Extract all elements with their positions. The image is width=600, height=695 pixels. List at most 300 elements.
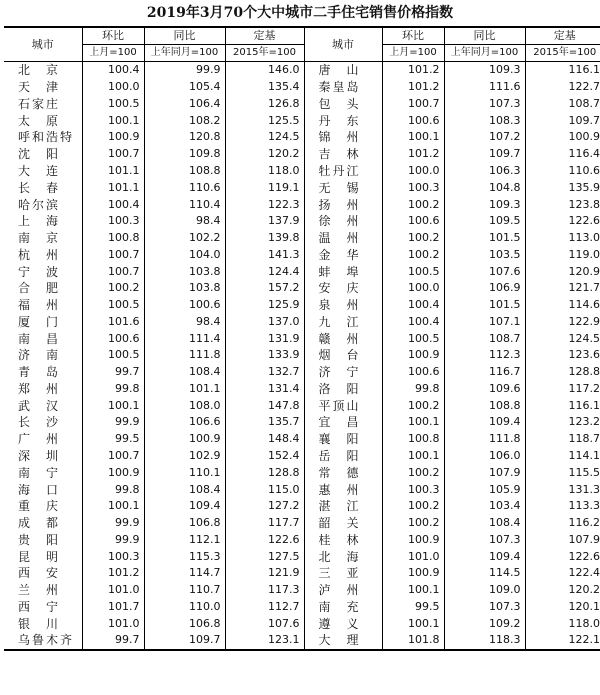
base-value: 116.2 xyxy=(525,515,600,532)
city-name: 西 宁 xyxy=(18,599,61,614)
mom-value: 100.2 xyxy=(382,515,444,532)
table-row xyxy=(4,313,600,330)
city-name: 包 头 xyxy=(304,96,382,113)
city-name: 重 庆 xyxy=(18,499,61,514)
table-body xyxy=(4,62,600,650)
yoy-subheader: 上年同月=100 xyxy=(444,45,525,62)
base-value: 127.2 xyxy=(225,498,304,515)
base-value: 107.6 xyxy=(225,615,304,632)
base-value: 141.3 xyxy=(225,246,304,263)
price-index-table xyxy=(4,26,600,651)
yoy-value: 109.2 xyxy=(444,615,525,632)
yoy-value: 110.7 xyxy=(144,582,225,599)
base-value: 125.9 xyxy=(225,297,304,314)
table-row xyxy=(4,599,600,616)
base-value: 115.5 xyxy=(525,464,600,481)
city-name: 吉 林 xyxy=(304,146,382,163)
mom-value: 100.3 xyxy=(382,179,444,196)
yoy-value: 109.4 xyxy=(444,548,525,565)
table-row xyxy=(4,364,600,381)
yoy-value: 106.8 xyxy=(144,515,225,532)
base-value: 131.9 xyxy=(225,330,304,347)
yoy-value: 109.3 xyxy=(444,196,525,213)
yoy-value: 104.8 xyxy=(444,179,525,196)
city-name: 太 原 xyxy=(18,113,61,128)
yoy-subheader: 上年同月=100 xyxy=(144,45,225,62)
mom-value: 100.2 xyxy=(382,464,444,481)
yoy-value: 103.8 xyxy=(144,280,225,297)
city-name: 宁 波 xyxy=(18,264,61,279)
yoy-value: 108.4 xyxy=(444,515,525,532)
table-row xyxy=(4,431,600,448)
city-name: 兰 州 xyxy=(18,583,61,598)
city-name: 桂 林 xyxy=(304,531,382,548)
city-name: 赣 州 xyxy=(304,330,382,347)
base-value: 128.8 xyxy=(225,464,304,481)
mom-value: 100.7 xyxy=(382,96,444,113)
yoy-value: 106.3 xyxy=(444,163,525,180)
city-name: 上 海 xyxy=(18,214,61,229)
city-name: 牡丹江 xyxy=(304,163,382,180)
yoy-value: 107.9 xyxy=(444,464,525,481)
yoy-value: 98.4 xyxy=(144,313,225,330)
base-value: 116.1 xyxy=(525,397,600,414)
city-name: 南 京 xyxy=(18,231,61,246)
city-name: 温 州 xyxy=(304,230,382,247)
base-value: 117.7 xyxy=(225,515,304,532)
city-name: 平顶山 xyxy=(304,397,382,414)
mom-value: 101.2 xyxy=(382,62,444,79)
base-value: 116.4 xyxy=(525,146,600,163)
city-name: 合 肥 xyxy=(18,281,61,296)
city-name: 泉 州 xyxy=(304,297,382,314)
base-value: 148.4 xyxy=(225,431,304,448)
yoy-value: 100.6 xyxy=(144,297,225,314)
mom-value: 101.0 xyxy=(82,582,144,599)
mom-value: 100.3 xyxy=(382,481,444,498)
yoy-value: 107.3 xyxy=(444,531,525,548)
yoy-value: 107.1 xyxy=(444,313,525,330)
table-row xyxy=(4,464,600,481)
base-value: 146.0 xyxy=(225,62,304,79)
yoy-value: 109.5 xyxy=(444,213,525,230)
mom-value: 101.0 xyxy=(382,548,444,565)
city-name: 湛 江 xyxy=(304,498,382,515)
mom-value: 100.4 xyxy=(82,196,144,213)
city-name: 武 汉 xyxy=(18,398,61,413)
yoy-value: 102.2 xyxy=(144,230,225,247)
mom-value: 100.5 xyxy=(382,263,444,280)
base-value: 110.6 xyxy=(525,163,600,180)
mom-value: 99.7 xyxy=(82,364,144,381)
city-name: 昆 明 xyxy=(18,549,61,564)
base-value: 119.0 xyxy=(525,246,600,263)
yoy-value: 106.6 xyxy=(144,414,225,431)
mom-value: 99.8 xyxy=(382,381,444,398)
mom-value: 100.6 xyxy=(382,112,444,129)
city-name: 九 江 xyxy=(304,313,382,330)
city-name: 哈尔滨 xyxy=(18,197,61,212)
mom-value: 101.0 xyxy=(82,615,144,632)
base-value: 120.2 xyxy=(225,146,304,163)
table-row xyxy=(4,565,600,582)
base-value: 115.0 xyxy=(225,481,304,498)
city-name: 广 州 xyxy=(18,432,61,447)
base-value: 120.2 xyxy=(525,582,600,599)
yoy-value: 110.0 xyxy=(144,599,225,616)
yoy-value: 111.8 xyxy=(444,431,525,448)
yoy-value: 109.3 xyxy=(444,62,525,79)
mom-value: 101.8 xyxy=(382,632,444,650)
yoy-value: 114.5 xyxy=(444,565,525,582)
yoy-value: 109.0 xyxy=(444,582,525,599)
table-row xyxy=(4,582,600,599)
mom-value: 100.1 xyxy=(382,448,444,465)
yoy-value: 104.0 xyxy=(144,246,225,263)
yoy-value: 109.7 xyxy=(144,632,225,650)
city-name: 三 亚 xyxy=(304,565,382,582)
mom-subheader: 上月=100 xyxy=(82,45,144,62)
mom-value: 100.6 xyxy=(382,213,444,230)
mom-value: 99.5 xyxy=(82,431,144,448)
base-value: 122.3 xyxy=(225,196,304,213)
yoy-value: 107.3 xyxy=(444,599,525,616)
base-value: 122.4 xyxy=(525,565,600,582)
yoy-value: 110.4 xyxy=(144,196,225,213)
base-header: 定基 xyxy=(225,27,304,45)
yoy-value: 99.9 xyxy=(144,62,225,79)
table-row xyxy=(4,297,600,314)
city-name: 西 安 xyxy=(18,566,61,581)
yoy-value: 106.4 xyxy=(144,96,225,113)
yoy-value: 115.3 xyxy=(144,548,225,565)
base-value: 122.1 xyxy=(525,632,600,650)
city-name: 蚌 埠 xyxy=(304,263,382,280)
yoy-value: 108.7 xyxy=(444,330,525,347)
yoy-value: 112.1 xyxy=(144,531,225,548)
mom-value: 100.1 xyxy=(382,582,444,599)
mom-value: 99.9 xyxy=(82,414,144,431)
base-value: 135.9 xyxy=(525,179,600,196)
mom-value: 100.2 xyxy=(382,246,444,263)
city-name: 南 宁 xyxy=(18,465,61,480)
yoy-value: 111.4 xyxy=(144,330,225,347)
mom-value: 100.7 xyxy=(82,263,144,280)
base-value: 128.8 xyxy=(525,364,600,381)
yoy-value: 120.8 xyxy=(144,129,225,146)
table-row xyxy=(4,381,600,398)
city-name: 烟 台 xyxy=(304,347,382,364)
table-row xyxy=(4,246,600,263)
base-value: 113.0 xyxy=(525,230,600,247)
base-value: 157.2 xyxy=(225,280,304,297)
mom-value: 100.1 xyxy=(382,129,444,146)
base-value: 124.4 xyxy=(225,263,304,280)
yoy-value: 109.7 xyxy=(444,146,525,163)
base-value: 131.4 xyxy=(225,381,304,398)
base-value: 125.5 xyxy=(225,112,304,129)
city-name: 丹 东 xyxy=(304,112,382,129)
base-subheader: 2015年=100 xyxy=(225,45,304,62)
yoy-value: 107.2 xyxy=(444,129,525,146)
table-row xyxy=(4,615,600,632)
city-name: 济 南 xyxy=(18,348,61,363)
yoy-value: 106.8 xyxy=(144,615,225,632)
mom-value: 99.9 xyxy=(82,515,144,532)
yoy-value: 108.8 xyxy=(444,397,525,414)
mom-value: 100.5 xyxy=(82,347,144,364)
city-name: 大 连 xyxy=(18,163,61,178)
city-name: 青 岛 xyxy=(18,365,61,380)
yoy-value: 111.6 xyxy=(444,79,525,96)
base-value: 123.1 xyxy=(225,632,304,650)
table-row xyxy=(4,548,600,565)
base-value: 139.8 xyxy=(225,230,304,247)
table-row xyxy=(4,414,600,431)
table-row xyxy=(4,96,600,113)
base-value: 137.9 xyxy=(225,213,304,230)
base-value: 122.6 xyxy=(525,213,600,230)
mom-value: 99.7 xyxy=(82,632,144,650)
city-name: 大 理 xyxy=(304,632,382,650)
base-value: 127.5 xyxy=(225,548,304,565)
yoy-value: 108.2 xyxy=(144,112,225,129)
yoy-value: 106.9 xyxy=(444,280,525,297)
city-name: 洛 阳 xyxy=(304,381,382,398)
yoy-value: 116.7 xyxy=(444,364,525,381)
mom-value: 100.5 xyxy=(382,330,444,347)
mom-value: 101.2 xyxy=(82,565,144,582)
mom-value: 101.2 xyxy=(382,79,444,96)
base-value: 113.3 xyxy=(525,498,600,515)
mom-value: 100.9 xyxy=(382,531,444,548)
table-row xyxy=(4,213,600,230)
city-name: 扬 州 xyxy=(304,196,382,213)
city-name: 唐 山 xyxy=(304,62,382,79)
mom-header: 环比 xyxy=(82,27,144,45)
mom-value: 101.7 xyxy=(82,599,144,616)
mom-value: 100.0 xyxy=(382,280,444,297)
mom-value: 100.2 xyxy=(382,397,444,414)
city-name: 韶 关 xyxy=(304,515,382,532)
yoy-value: 110.6 xyxy=(144,179,225,196)
yoy-header: 同比 xyxy=(444,27,525,45)
yoy-value: 100.9 xyxy=(144,431,225,448)
base-value: 123.2 xyxy=(525,414,600,431)
yoy-value: 103.8 xyxy=(144,263,225,280)
table-row xyxy=(4,531,600,548)
city-name: 郑 州 xyxy=(18,381,61,396)
city-name: 海 口 xyxy=(18,482,61,497)
yoy-value: 101.1 xyxy=(144,381,225,398)
city-name: 泸 州 xyxy=(304,582,382,599)
base-value: 114.1 xyxy=(525,448,600,465)
mom-value: 100.2 xyxy=(382,498,444,515)
city-name: 徐 州 xyxy=(304,213,382,230)
city-name: 南 昌 xyxy=(18,331,61,346)
base-value: 112.7 xyxy=(225,599,304,616)
mom-value: 100.0 xyxy=(382,163,444,180)
base-value: 124.5 xyxy=(525,330,600,347)
city-name: 贵 阳 xyxy=(18,532,61,547)
mom-value: 101.1 xyxy=(82,163,144,180)
yoy-value: 105.4 xyxy=(144,79,225,96)
mom-value: 100.1 xyxy=(82,112,144,129)
table-row xyxy=(4,62,600,79)
table-row xyxy=(4,330,600,347)
mom-value: 100.4 xyxy=(82,62,144,79)
mom-value: 99.9 xyxy=(82,531,144,548)
mom-value: 100.5 xyxy=(82,297,144,314)
mom-value: 100.1 xyxy=(382,615,444,632)
city-name: 秦皇岛 xyxy=(304,79,382,96)
mom-value: 100.7 xyxy=(82,246,144,263)
yoy-value: 108.8 xyxy=(144,163,225,180)
mom-value: 100.7 xyxy=(82,146,144,163)
base-subheader: 2015年=100 xyxy=(525,45,600,62)
base-value: 124.5 xyxy=(225,129,304,146)
yoy-value: 110.1 xyxy=(144,464,225,481)
mom-value: 100.1 xyxy=(82,397,144,414)
city-name: 宜 昌 xyxy=(304,414,382,431)
table-row xyxy=(4,112,600,129)
city-name: 岳 阳 xyxy=(304,448,382,465)
mom-value: 100.0 xyxy=(82,79,144,96)
base-header: 定基 xyxy=(525,27,600,45)
city-name: 厦 门 xyxy=(18,314,61,329)
yoy-value: 103.4 xyxy=(444,498,525,515)
table-row xyxy=(4,515,600,532)
base-value: 107.9 xyxy=(525,531,600,548)
mom-value: 100.3 xyxy=(82,213,144,230)
yoy-value: 106.0 xyxy=(444,448,525,465)
yoy-value: 109.4 xyxy=(144,498,225,515)
yoy-value: 108.4 xyxy=(144,481,225,498)
table-row xyxy=(4,498,600,515)
city-header: 城市 xyxy=(304,27,382,62)
base-value: 135.7 xyxy=(225,414,304,431)
city-name: 沈 阳 xyxy=(18,147,61,162)
mom-value: 101.6 xyxy=(82,313,144,330)
mom-value: 100.9 xyxy=(82,129,144,146)
base-value: 122.7 xyxy=(525,79,600,96)
table-row xyxy=(4,397,600,414)
base-value: 133.9 xyxy=(225,347,304,364)
mom-value: 100.5 xyxy=(82,96,144,113)
table-row xyxy=(4,196,600,213)
yoy-header: 同比 xyxy=(144,27,225,45)
base-value: 119.1 xyxy=(225,179,304,196)
city-name: 安 庆 xyxy=(304,280,382,297)
city-name: 乌鲁木齐 xyxy=(4,632,82,650)
mom-value: 100.1 xyxy=(382,414,444,431)
base-value: 120.9 xyxy=(525,263,600,280)
yoy-value: 101.5 xyxy=(444,297,525,314)
base-value: 120.1 xyxy=(525,599,600,616)
mom-value: 100.8 xyxy=(82,230,144,247)
yoy-value: 109.6 xyxy=(444,381,525,398)
mom-value: 99.8 xyxy=(82,481,144,498)
table-row xyxy=(4,347,600,364)
mom-value: 100.4 xyxy=(382,313,444,330)
table-row xyxy=(4,230,600,247)
mom-value: 100.6 xyxy=(82,330,144,347)
base-value: 122.6 xyxy=(225,531,304,548)
mom-value: 99.8 xyxy=(82,381,144,398)
table-header xyxy=(4,27,600,62)
base-value: 118.7 xyxy=(525,431,600,448)
table-title: 2019年3月70个大中城市二手住宅销售价格指数 xyxy=(146,5,454,21)
table-row xyxy=(4,632,600,650)
base-value: 123.8 xyxy=(525,196,600,213)
yoy-value: 101.5 xyxy=(444,230,525,247)
base-value: 132.7 xyxy=(225,364,304,381)
mom-value: 100.3 xyxy=(82,548,144,565)
yoy-value: 102.9 xyxy=(144,448,225,465)
base-value: 122.6 xyxy=(525,548,600,565)
yoy-value: 112.3 xyxy=(444,347,525,364)
city-name: 遵 义 xyxy=(304,615,382,632)
yoy-value: 109.8 xyxy=(144,146,225,163)
city-name: 深 圳 xyxy=(18,448,61,463)
mom-value: 100.2 xyxy=(82,280,144,297)
base-value: 118.0 xyxy=(525,615,600,632)
mom-value: 100.4 xyxy=(382,297,444,314)
base-value: 152.4 xyxy=(225,448,304,465)
yoy-value: 111.8 xyxy=(144,347,225,364)
city-header: 城市 xyxy=(4,27,82,62)
base-value: 126.8 xyxy=(225,96,304,113)
table-row xyxy=(4,481,600,498)
table-row xyxy=(4,146,600,163)
mom-value: 100.2 xyxy=(382,230,444,247)
yoy-value: 109.4 xyxy=(444,414,525,431)
table-row xyxy=(4,129,600,146)
base-value: 137.0 xyxy=(225,313,304,330)
city-name: 惠 州 xyxy=(304,481,382,498)
city-name: 无 锡 xyxy=(304,179,382,196)
base-value: 109.7 xyxy=(525,112,600,129)
city-name: 福 州 xyxy=(18,298,61,313)
mom-value: 100.7 xyxy=(82,448,144,465)
city-name: 成 都 xyxy=(18,516,61,531)
yoy-value: 103.5 xyxy=(444,246,525,263)
city-name: 天 津 xyxy=(18,80,61,95)
base-value: 147.8 xyxy=(225,397,304,414)
table-row xyxy=(4,280,600,297)
mom-value: 100.1 xyxy=(82,498,144,515)
table-row xyxy=(4,263,600,280)
city-name: 北 京 xyxy=(18,63,61,78)
city-name: 常 德 xyxy=(304,464,382,481)
base-value: 100.9 xyxy=(525,129,600,146)
city-name: 济 宁 xyxy=(304,364,382,381)
mom-value: 101.2 xyxy=(382,146,444,163)
yoy-value: 118.3 xyxy=(444,632,525,650)
base-value: 122.9 xyxy=(525,313,600,330)
city-name: 襄 阳 xyxy=(304,431,382,448)
yoy-value: 108.4 xyxy=(144,364,225,381)
yoy-value: 98.4 xyxy=(144,213,225,230)
city-name: 金 华 xyxy=(304,246,382,263)
base-value: 121.7 xyxy=(525,280,600,297)
yoy-value: 107.6 xyxy=(444,263,525,280)
mom-subheader: 上月=100 xyxy=(382,45,444,62)
base-value: 116.1 xyxy=(525,62,600,79)
city-name: 呼和浩特 xyxy=(18,130,75,145)
base-value: 131.3 xyxy=(525,481,600,498)
mom-header: 环比 xyxy=(382,27,444,45)
